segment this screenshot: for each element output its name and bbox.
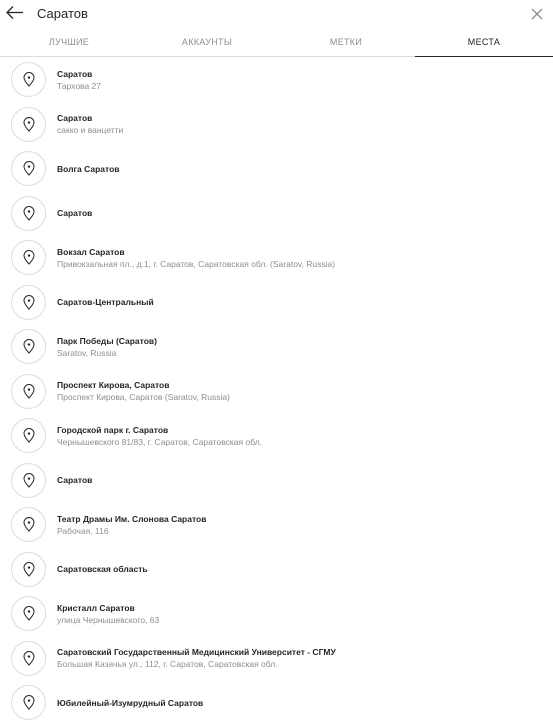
place-row[interactable] <box>0 325 553 370</box>
search-tabs <box>0 31 553 57</box>
place-title: Парк Победы (Саратов) <box>57 335 157 346</box>
tab-places[interactable]: МЕСТА <box>415 31 553 57</box>
place-row[interactable] <box>0 637 553 682</box>
place-title: Кристалл Саратов <box>57 602 135 613</box>
place-text <box>57 503 537 547</box>
place-subtitle: Чернышевского 81/83, г. Саратов, Саратовская обл. <box>57 436 263 447</box>
search-input[interactable]: Саратов <box>37 6 88 21</box>
place-text <box>57 325 537 369</box>
tab-accounts[interactable]: АККАУНТЫ <box>181 37 233 47</box>
place-title: Саратов <box>57 475 93 485</box>
place-row[interactable] <box>0 281 553 326</box>
place-title: Театр Драмы Им. Слонова Саратов <box>57 513 207 524</box>
places-list <box>0 58 553 721</box>
location-pin-icon <box>11 374 46 409</box>
place-text <box>57 548 537 592</box>
place-subtitle: Тархова 27 <box>57 80 102 91</box>
place-subtitle: Рабочая, 116 <box>57 525 109 536</box>
place-text <box>57 192 537 236</box>
location-pin-icon <box>11 507 46 542</box>
place-text <box>57 58 537 102</box>
place-text <box>57 681 537 721</box>
location-pin-icon <box>11 196 46 231</box>
location-pin-icon <box>11 107 46 142</box>
location-pin-icon <box>11 62 46 97</box>
search-header <box>0 0 553 30</box>
place-title: Саратов-Центральный <box>57 297 154 307</box>
place-text <box>57 459 537 503</box>
close-icon[interactable] <box>530 7 544 21</box>
place-subtitle: улица Чернышевского, 63 <box>57 614 160 625</box>
place-row[interactable] <box>0 370 553 415</box>
location-pin-icon <box>11 641 46 676</box>
location-pin-icon <box>11 596 46 631</box>
place-row[interactable] <box>0 459 553 504</box>
place-subtitle: Saratov, Russia <box>57 347 117 358</box>
tab-tags[interactable]: МЕТКИ <box>329 37 363 47</box>
location-pin-icon <box>11 329 46 364</box>
place-subtitle: Проспект Кирова, Саратов (Saratov, Russia) <box>57 392 230 402</box>
place-title: Волга Саратов <box>57 163 120 174</box>
place-row[interactable] <box>0 103 553 148</box>
location-pin-icon <box>11 285 46 320</box>
place-subtitle: Привокзальная пл., д.1, г. Саратов, Саратовская обл. (Saratov, Russia) <box>57 258 336 269</box>
place-text <box>57 592 537 636</box>
place-title: Саратовский Государственный Медицинский Университет - СГМУ <box>57 647 336 657</box>
place-row[interactable] <box>0 592 553 637</box>
place-row[interactable] <box>0 58 553 103</box>
place-text <box>57 414 537 458</box>
place-row[interactable] <box>0 147 553 192</box>
place-title: Городской парк г. Саратов <box>57 424 169 435</box>
place-subtitle: сакко и ванцетти <box>57 125 124 135</box>
tab-top[interactable]: ЛУЧШИЕ <box>48 37 90 47</box>
place-title: Саратов <box>57 208 93 218</box>
location-pin-icon <box>11 685 46 720</box>
place-text <box>57 147 537 191</box>
place-text <box>57 103 537 147</box>
location-pin-icon <box>11 418 46 453</box>
location-pin-icon <box>11 552 46 587</box>
place-text <box>57 370 537 414</box>
location-pin-icon <box>11 463 46 498</box>
place-title: Саратовская область <box>57 564 148 574</box>
place-row[interactable] <box>0 236 553 281</box>
back-arrow-icon[interactable] <box>5 3 25 23</box>
place-row[interactable] <box>0 192 553 237</box>
place-row[interactable] <box>0 548 553 593</box>
place-title: Юбилейный-Изумрудный Саратов <box>57 697 204 708</box>
place-title: Саратов <box>57 68 93 79</box>
location-pin-icon <box>11 240 46 275</box>
place-text <box>57 236 537 280</box>
place-row[interactable] <box>0 414 553 459</box>
place-text <box>57 637 537 681</box>
location-pin-icon <box>11 151 46 186</box>
place-subtitle: Большая Казачья ул., 112, г. Саратов, Саратовская обл. <box>57 659 278 669</box>
place-row[interactable] <box>0 681 553 721</box>
place-row[interactable] <box>0 503 553 548</box>
place-title: Вокзал Саратов <box>57 246 125 257</box>
place-text <box>57 281 537 325</box>
place-title: Саратов <box>57 113 93 123</box>
place-title: Проспект Кирова, Саратов <box>57 380 170 390</box>
